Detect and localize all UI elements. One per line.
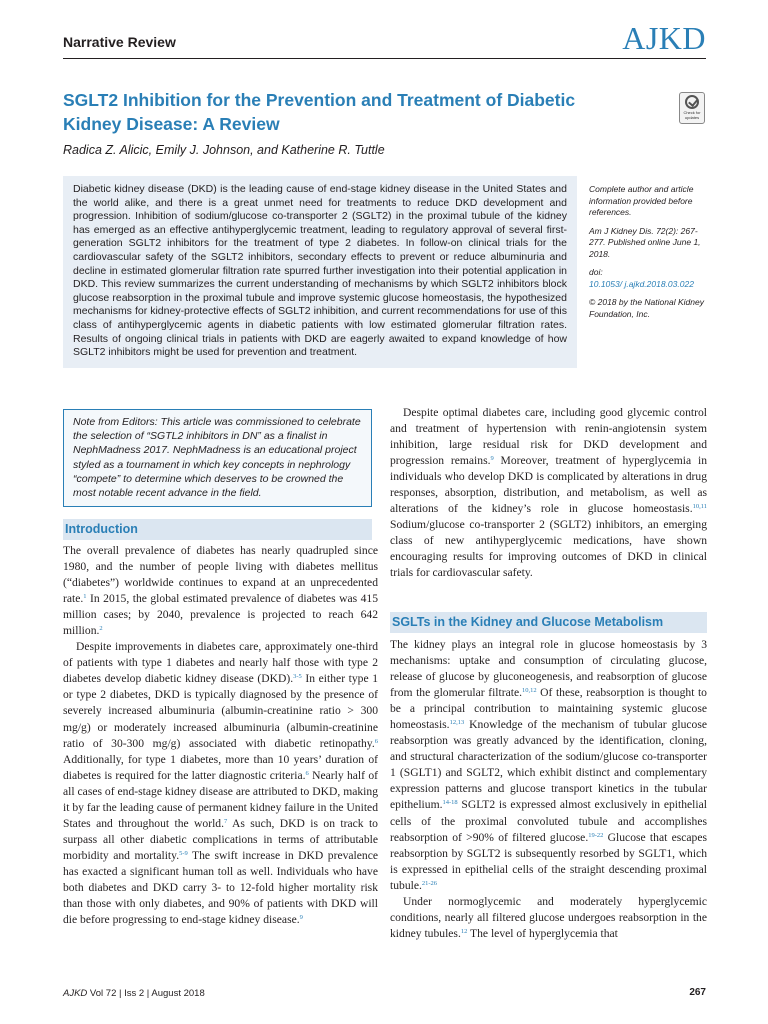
abstract-text: Diabetic kidney disease (DKD) is the leading cause of end-stage kidney disease in the United States and the world alike, and there is a great unmet need for treatments to reduce DKD development and progression. Inhibition of sodium/glucose co-transporter 2 (SGLT2) in the proximal tubule of the kidney has emerged as an effective antihyperglycemic treatment, leading to regulatory approval of several first-generation SGLT2 inhibitors for the treatment of type 2 diabetes. In follow-on clinical trials for the cardiovascular safety of the SGLT2 inhibitors, secondary effects to prevent or reduce albuminuria and decline in estimated glomerular filtration rate spurred further investigation into their potential application in DKD. This review summarizes the current understanding of mechanisms by which SGLT2 inhibitors block glucose reabsorption in the proximal tubule and improve systemic glucose homeostasis, the hypothesized mechanisms for kidney-protective effects of SGLT2 inhibition, and current recommendations for use of this class of antihyperglycemic agents in diabetic patients with low estimated glomerular filtration rates. Results of ongoing clinical trials in patients with DKD are eagerly awaited to expand knowledge of how SGLT2 inhibitors might be used for prevention and treatment. [73, 183, 567, 359]
citation-ref[interactable]: 3-5 [293, 673, 302, 681]
citation-ref[interactable]: 12,13 [449, 719, 465, 727]
right-column-text-bottom [390, 637, 707, 942]
article-authors: Radica Z. Alicic, Emily J. Johnson, and Katherine R. Tuttle [63, 143, 385, 157]
copyright: © 2018 by the National Kidney Foundation, Inc. [589, 297, 704, 319]
left-column-text [63, 543, 378, 928]
citation-ref[interactable]: 6 [305, 769, 309, 777]
citation-ref[interactable]: 7 [223, 817, 228, 825]
citation-ref[interactable]: 21-26 [421, 879, 438, 887]
paragraph: Despite improvements in diabetes care, approximately one-third of patients with type 1 diabetes and nearly half those with type 2 diabetes develop diabetic kidney disease (DKD).$^{3-5}$ In either type 1 or type 2 diabetes, DKD is typically diagnosed by the presence of severely increased albuminuria (albumin-creatinine ratio > 300 mg/g) or moderately increased albuminuria (albumin-creatinine ratio of 30-300 mg/g) associated with diabetic retinopathy.$^6$ Additionally, for type 1 diabetes, more than 10 years’ duration of diabetes is required for the latter diagnostic criteria.$^6$ Nearly half of all cases of end-stage kidney disease are attributed to DKD, making it by far the leading cause of permanent kidney failure in the United States and throughout the world.$^7$ As such, DKD is on track to surpass all other diabetic complications in terms of attributable morbidity and mortality.$^{5-9}$ The swift increase in DKD prevalence has exacted a significant human toll as well. Individuals who have both diabetes and DKD carry 3- to 12-fold higher mortality risk than those with only diabetes, and 90% of patients with DKD will die before progressing to end-stage kidney disease.$^9$ [63, 640, 378, 927]
footer-issue: Vol 72 | Iss 2 | August 2018 [87, 988, 205, 999]
badge-label: Check for updates [683, 110, 701, 120]
right-column-text-top [390, 405, 707, 582]
abstract-box [63, 176, 577, 368]
page-number: 267 [689, 987, 706, 998]
paragraph: The kidney plays an integral role in glucose homeostasis by 3 mechanisms: uptake and consumption of circulating glucose, release of glucose by gluconeogenesis, and reabsorption of glucose from the glomerular filtrate.$^{10,12}$ Of these, reabsorption is thought to be a principal contribution to maintaining systemic glucose homeostasis.$^{12,13}$ Knowledge of the mechanism of tubular glucose reabsorption was greatly advanced by the identification, cloning, and structural characterization of the sodium/glucose co-transporter 1 (SGLT1) and SGLT2, which exhibit distinct and complementary expression patterns and glucose transport kinetics in the tubular epithelium.$^{14-18}$ SGLT2 is expressed almost exclusively in epithelial cells of the proximal convoluted tubule and accomplishes reabsorption of >90% of filtered glucose.$^{19-22}$ Glucose that escapes reabsorption by SGLT2 is subsequently resorbed by SGLT1, which is expressed in epithelial cells of the straight descending proximal tubule.$^{21-26}$ [390, 638, 707, 892]
journal-logo[interactable]: AJKD [622, 20, 706, 56]
doi-prefix: doi: [589, 267, 603, 277]
citation-ref[interactable]: 19-22 [588, 831, 604, 839]
paragraph: Despite optimal diabetes care, including good glycemic control and treatment of hypertension with renin-angiotensin system inhibition, large residual risk for DKD development and progression remains.$^9$ Moreover, treatment of hyperglycemia in individuals who develop DKD is complicated by alterations in drug responses, absorption, distribution, and metabolism, as well as alterations of the kidney’s role in glucose homeostasis.$^{10,11}$ Sodium/glucose co-transporter 2 (SGLT2) inhibitors, an emerging class of new antihyperglycemic medications, have shown encouraging results for improving outcomes of DKD in clinical trials for cardiovascular safety. [390, 406, 707, 580]
citation-ref[interactable]: 1 [83, 593, 87, 601]
article-info-sidebar [589, 184, 707, 327]
citation-ref[interactable]: 5-9 [179, 849, 188, 857]
check-updates-icon [685, 95, 699, 109]
section-heading-sglts: SGLTs in the Kidney and Glucose Metabolism [390, 612, 707, 633]
doi-link[interactable]: 10.1053/ j.ajkd.2018.03.022 [589, 278, 694, 289]
citation-ref[interactable]: 14-18 [442, 799, 458, 807]
check-for-updates-badge[interactable] [679, 92, 705, 124]
author-info-note: Complete author and article information provided before references. [589, 184, 694, 217]
citation-ref[interactable]: 10,11 [692, 503, 707, 511]
footer-citation [63, 988, 205, 999]
doi-block [589, 267, 707, 290]
citation-ref[interactable]: 6 [374, 737, 378, 745]
header-divider [63, 58, 706, 59]
section-label: Narrative Review [63, 34, 176, 50]
citation-ref[interactable]: 12 [460, 927, 468, 935]
citation-ref[interactable]: 9 [490, 455, 494, 463]
footer-journal: AJKD [63, 988, 88, 999]
citation-ref[interactable]: 10,12 [522, 687, 537, 695]
editor-note: Note from Editors: This article was commissioned to celebrate the selection of “SGTL2 inhibitors in DN” as a finalist in NephMadness 2017. NephMadness is an educational project styled as a tournament in which key concepts in nephrology “compete” to determine which deserves to be crowned the most notable recent advance in the field. [63, 409, 372, 507]
citation: Am J Kidney Dis. 72(2): 267-277. Published online June 1, 2018. [589, 225, 701, 259]
citation-ref[interactable]: 9 [299, 914, 303, 922]
paragraph: The overall prevalence of diabetes has nearly quadrupled since 1980, and the number of people living with diabetes mellitus (“diabetes”) worldwide continues to expand at an unprecedented rate.$^1$ In 2015, the global estimated prevalence of diabetes was 415 million cases; by 2040, prevalence is projected to reach 642 million.$^2$ [63, 544, 378, 638]
citation-ref[interactable]: 2 [99, 625, 103, 633]
article-title: SGLT2 Inhibition for the Prevention and Treatment of Diabetic Kidney Disease: A Review [63, 90, 576, 134]
section-heading-introduction: Introduction [63, 519, 372, 540]
paragraph: Under normoglycemic and moderately hyperglycemic conditions, nearly all filtered glucose undergoes reabsorption in the kidney tubules.$^{12}$ The level of hyperglycemia that [390, 894, 707, 940]
